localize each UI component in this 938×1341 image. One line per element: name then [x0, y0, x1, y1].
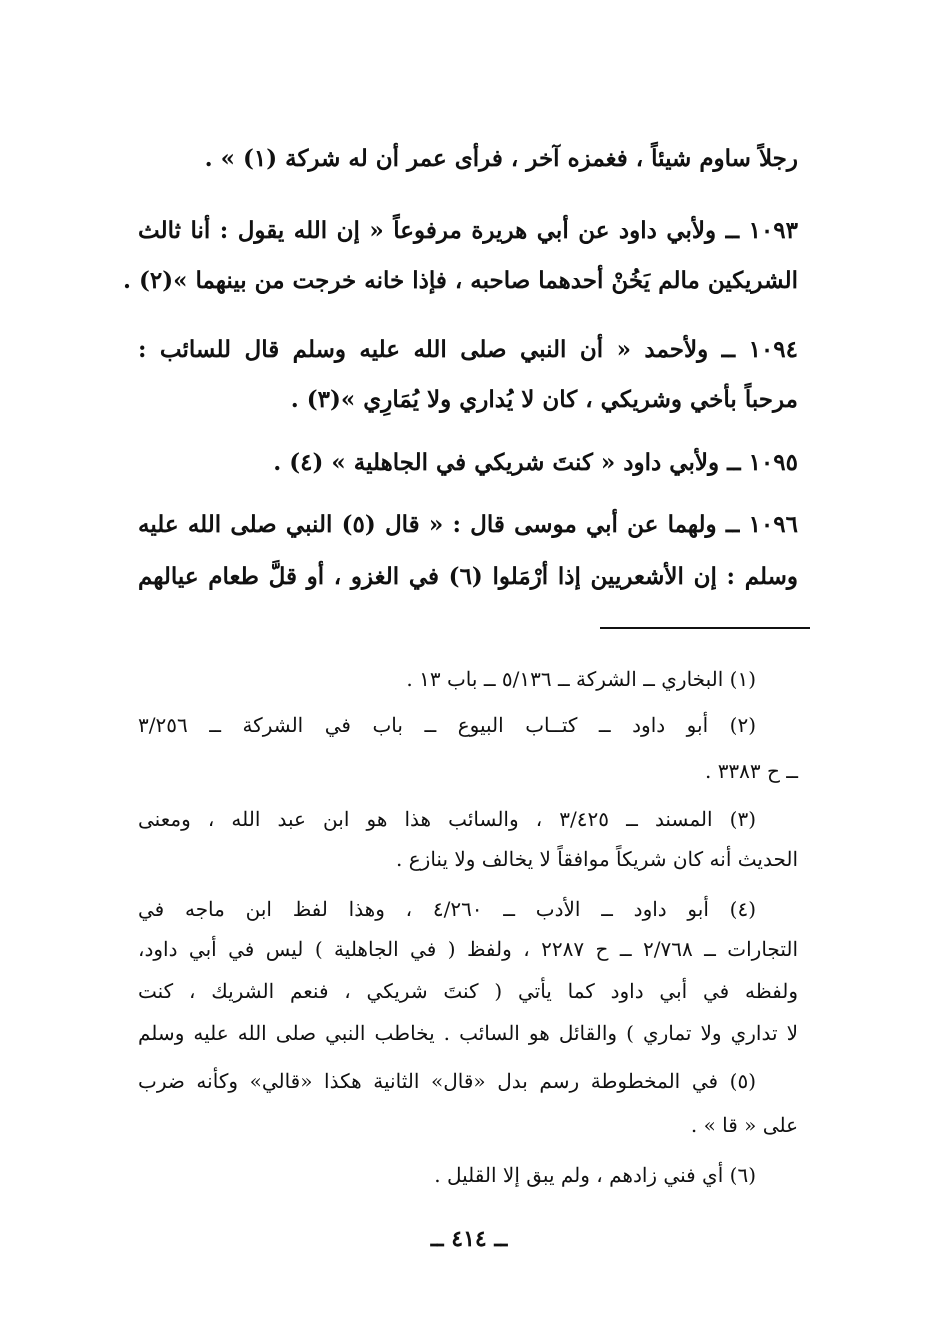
main-text-line: رجلاً ساوم شيئاً ، فغمزه آخر ، فرأى عمر أن له شركة (١) » .: [204, 145, 798, 172]
footnote-line: (٥) في المخطوطة رسم بدل «قال» الثانية هكذا «قالي» وكأنه ضرب: [138, 1069, 756, 1093]
main-text-line: ١٠٩٤ ــ ولأحمد « أن النبي صلى الله عليه وسلم قال للسائب :: [138, 336, 798, 363]
main-text-line: ١٠٩٣ ــ ولأبي داود عن أبي هريرة مرفوعاً « إن الله يقول : أنا ثالث: [138, 217, 798, 244]
footnote-line: (١) البخاري ــ الشركة ــ ٥/١٣٦ ــ باب ١٣ .: [406, 667, 756, 691]
page-number: ــ ٤١٤ ــ: [430, 1226, 508, 1252]
footnote-line: لا تداري ولا تماري ) والقائل هو السائب . يخاطب النبي صلى الله عليه وسلم: [138, 1021, 798, 1045]
footnote-line: ولفظه في أبي داود كما يأتي ( كنتَ شريكي ، فنعم الشريك ، كنت: [138, 979, 798, 1003]
footnote-line: التجارات ــ ٢/٧٦٨ ــ ح ٢٢٨٧ ، ولفظ ( في الجاهلية ) ليس في أبي داود،: [138, 937, 799, 961]
main-text-line: ١٠٩٥ ــ ولأبي داود « كنتَ شريكي في الجاهلية » (٤) .: [273, 449, 798, 476]
footnote-line: (٣) المسند ــ ٣/٤٢٥ ، والسائب هذا هو ابن عبد الله ، ومعنى: [138, 807, 756, 831]
footnote-line: (٢) أبو داود ــ كتــاب البيوع ــ باب في الشركة ــ ٣/٢٥٦: [138, 713, 756, 737]
main-text-line: وسلم : إن الأشعريين إذا أرْمَلوا (٦) في الغزو ، أو قلَّ طعام عيالهم: [138, 563, 798, 590]
footnote-line: (٦) أي فني زادهم ، ولم يبق إلا القليل .: [434, 1163, 756, 1187]
main-text-line: مرحباً بأخي وشريكي ، كان لا يُداري ولا يُمَارِي »(٣) .: [290, 386, 798, 413]
footnote-line: (٤) أبو داود ــ الأدب ــ ٤/٢٦٠ ، وهذا لفظ ابن ماجه في: [138, 897, 756, 921]
footnote-line: على « قا » .: [690, 1113, 798, 1137]
main-text-line: الشريكين مالم يَخُنْ أحدهما صاحبه ، فإذا خانه خرجت من بينهما »(٢) .: [122, 267, 798, 294]
footnote-divider: [600, 627, 810, 629]
footnote-line: ــ ح ٣٣٨٣ .: [704, 759, 798, 783]
main-text-line: ١٠٩٦ ــ ولهما عن أبي موسى قال : « قال (٥) النبي صلى الله عليه: [138, 511, 798, 538]
footnote-line: الحديث أنه كان شريكاً موافقاً لا يخالف ولا ينازع .: [396, 847, 798, 871]
